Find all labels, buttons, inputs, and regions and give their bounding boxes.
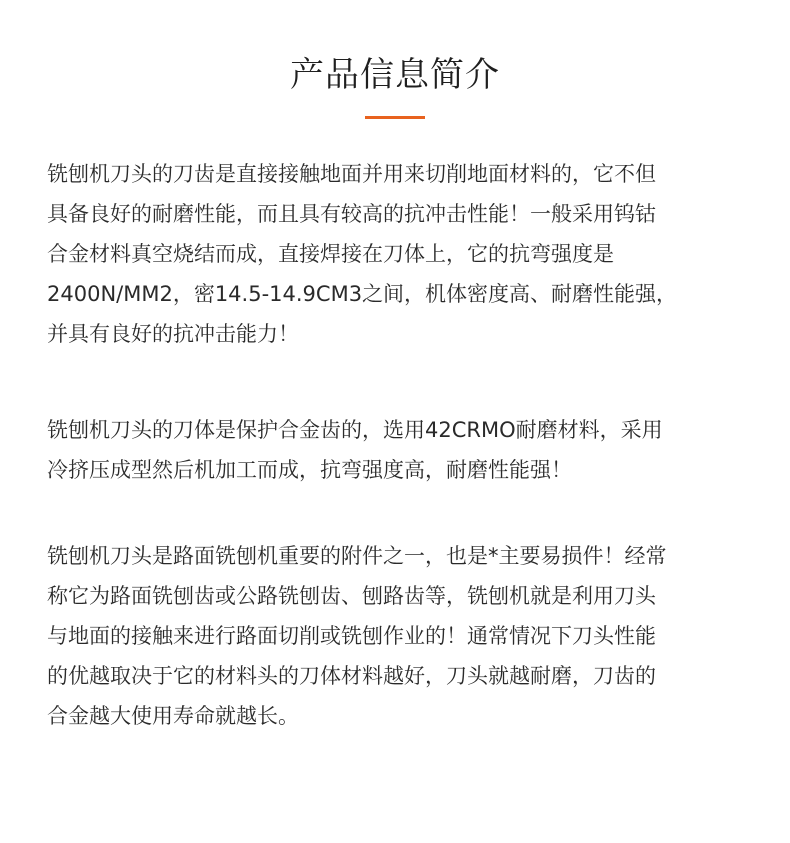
text-line: 的优越取决于它的材料头的刀体材料越好，刀头就越耐磨，刀齿的 — [47, 664, 656, 688]
page-title: 产品信息简介 — [290, 55, 500, 95]
text-line: 2400N/MM2，密14.5-14.9CM3之间，机体密度高、耐磨性能强， — [47, 282, 678, 306]
text-line: 冷挤压成型然后机加工而成，抗弯强度高，耐磨性能强！ — [47, 458, 572, 482]
text-line: 合金材料真空烧结而成，直接焊接在刀体上，它的抗弯强度是 — [47, 242, 614, 266]
title-underline — [365, 116, 425, 119]
paragraph-cutter-usage — [47, 536, 747, 736]
text-line: 具备良好的耐磨性能，而且具有较高的抗冲击性能！一般采用钨钴 — [47, 202, 656, 226]
text-line: 与地面的接触来进行路面切削或铣刨作业的！通常情况下刀头性能 — [47, 624, 656, 648]
text-line: 铣刨机刀头是路面铣刨机重要的附件之一，也是*主要易损件！经常 — [47, 544, 667, 568]
paragraph-cutter-teeth — [47, 154, 747, 354]
text-line: 并具有良好的抗冲击能力！ — [47, 322, 299, 346]
paragraph-cutter-body — [47, 410, 747, 490]
text-line: 铣刨机刀头的刀体是保护合金齿的，选用42CRMO耐磨材料，采用 — [47, 418, 663, 442]
text-line: 铣刨机刀头的刀齿是直接接触地面并用来切削地面材料的，它不但 — [47, 162, 656, 186]
text-line: 合金越大使用寿命就越长。 — [47, 704, 299, 728]
text-line: 称它为路面铣刨齿或公路铣刨齿、刨路齿等，铣刨机就是利用刀头 — [47, 584, 656, 608]
